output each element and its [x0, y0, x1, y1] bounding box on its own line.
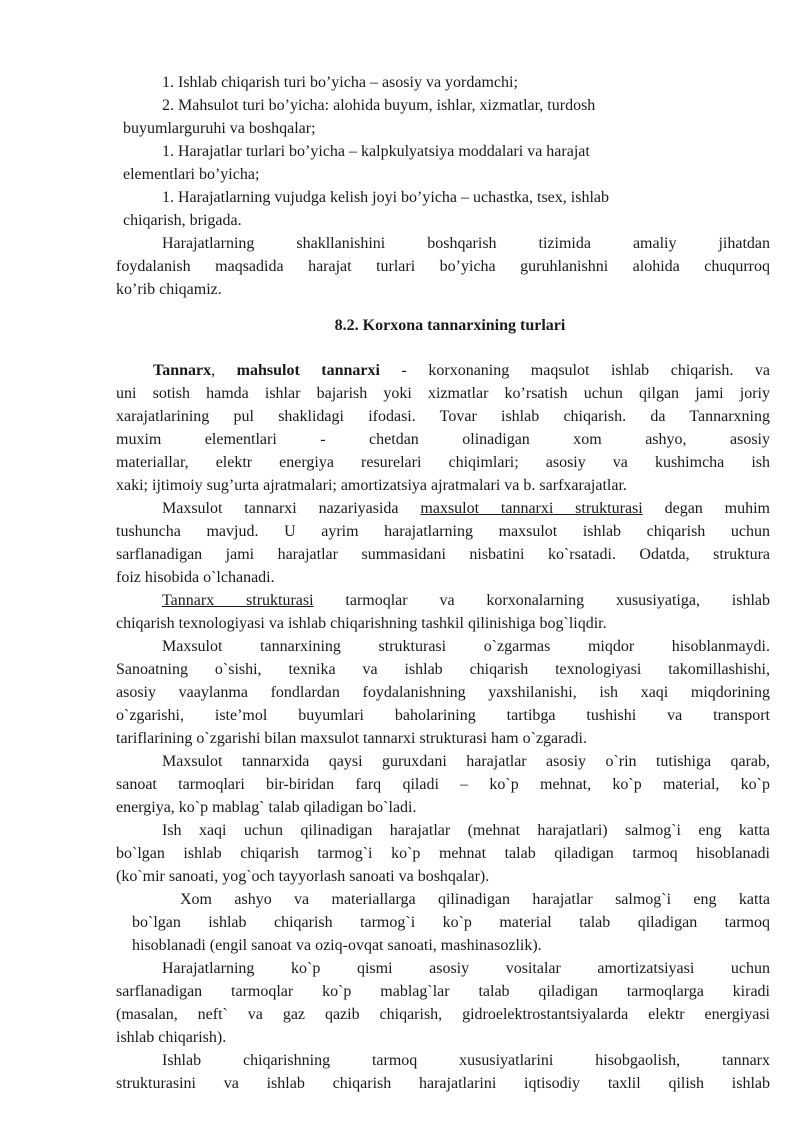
paragraph-line: uni sotish hamda ishlar bajarish yoki xizmatlar ko’rsatish uchun qilgan jami joriy	[116, 385, 770, 402]
paragraph-line: muxim elementlari - chetdan olinadigan xom ashyo, asosiy	[116, 431, 770, 448]
paragraph-line: xaki; ijtimoiy sug’urta ajratmalari; amortizatsiya ajratmalari va b. sarfxarajatlar.	[116, 477, 627, 494]
paragraph-line: sanoat tarmoqlari bir-biridan farq qiladi – ko`p mehnat, ko`p material, ko`p	[116, 776, 770, 793]
paragraph-line: Sanoatning o`sishi, texnika va ishlab chiqarish texnologiyasi takomillashishi,	[116, 661, 770, 678]
underlined-term: Tannarx strukturasi	[162, 592, 314, 609]
list-item-continuation: buyumlarguruhi va boshqalar;	[123, 120, 316, 137]
section-heading: 8.2. Korxona tannarxining turlari	[334, 317, 566, 334]
paragraph-line: chiqarish texnologiyasi va ishlab chiqarishning tashkil qilinishiga bog`liqdir.	[116, 615, 607, 632]
paragraph-line: asosiy vaaylanma fondlardan foydalanishning yaxshilanishi, ish xaqi miqdorining	[116, 684, 770, 701]
list-item-continuation: chiqarish, brigada.	[123, 212, 242, 229]
paragraph-line: sarflanadigan jami harajatlar summasidani nisbatini ko`rsatadi. Odatda, struktura	[116, 546, 770, 563]
paragraph-line: bo`lgan ishlab chiqarish tarmog`i ko`p material talab qiladigan tarmoq	[132, 914, 770, 931]
paragraph-line: (masalan, neft` va gaz qazib chiqarish, gidroelektrostantsiyalarda elektr energiyasi	[116, 1006, 770, 1023]
paragraph-line: tariflarining o`zgarishi bilan maxsulot tannarxi strukturasi ham o`zgaradi.	[116, 730, 587, 747]
list-item: 1. Harajatlarning vujudga kelish joyi bo’yicha – uchastka, tsex, ishlab	[162, 189, 609, 206]
paragraph-line: xarajatlarining pul shaklidagi ifodasi. Tovar ishlab chiqarish. da Tannarxning	[116, 408, 770, 425]
paragraph-line: tushuncha mavjud. U ayrim harajatlarning maxsulot ishlab chiqarish uchun	[116, 523, 770, 540]
paragraph-line: ishlab chiqarish).	[116, 1029, 227, 1046]
paragraph-line: (ko`mir sanoati, yog`och tayyorlash sanoati va boshqalar).	[116, 868, 490, 885]
paragraph-line: Tannarx, mahsulot tannarxi - korxonaning maqsulot ishlab chiqarish. va	[153, 362, 770, 379]
paragraph-line: Maxsulot tannarxining strukturasi o`zgarmas miqdor hisoblanmaydi.	[162, 638, 770, 655]
paragraph-line: Ishlab chiqarishning tarmoq xususiyatlarini hisobgaolish, tannarx	[162, 1052, 770, 1069]
paragraph-line: strukturasini va ishlab chiqarish harajatlarini iqtisodiy taxlil qilish ishlab	[116, 1075, 770, 1092]
list-item: 1. Ishlab chiqarish turi bo’yicha – asosiy va yordamchi;	[162, 74, 518, 91]
paragraph-line: Maxsulot tannarxi nazariyasida maxsulot tannarxi strukturasi degan muhim	[162, 500, 770, 517]
paragraph-line: ko’rib chiqamiz.	[116, 281, 222, 298]
paragraph-line: Maxsulot tannarxida qaysi guruxdani harajatlar asosiy o`rin tutishiga qarab,	[162, 753, 770, 770]
paragraph-line: bo`lgan ishlab chiqarish tarmog`i ko`p mehnat talab qiladigan tarmoq hisoblanadi	[116, 845, 770, 862]
paragraph-line: hisoblanadi (engil sanoat va oziq-ovqat sanoati, mashinasozlik).	[132, 937, 542, 954]
paragraph-line: sarflanadigan tarmoqlar ko`p mablag`lar talab qiladigan tarmoqlarga kiradi	[116, 983, 770, 1000]
paragraph-line: foydalanish maqsadida harajat turlari bo’yicha guruhlanishni alohida chuqurroq	[116, 258, 770, 275]
paragraph-line: Harajatlarning ko`p qismi asosiy vositalar amortizatsiyasi uchun	[162, 960, 770, 977]
paragraph-line: energiya, ko`p mablag` talab qiladigan bo`ladi.	[116, 799, 417, 816]
list-item-continuation: elementlari bo’yicha;	[123, 166, 260, 183]
paragraph-line: o`zgarishi, iste’mol buyumlari baholarining tartibga tushishi va transport	[116, 707, 770, 724]
paragraph-line: Tannarx strukturasi tarmoqlar va korxonalarning xususiyatiga, ishlab	[162, 592, 771, 609]
term-mahsulot-tannarxi: mahsulot tannarxi	[236, 362, 380, 379]
list-item: 2. Mahsulot turi bo’yicha: alohida buyum, ishlar, xizmatlar, turdosh	[162, 97, 596, 114]
paragraph-line: Harajatlarning shakllanishini boshqarish tizimida amaliy jihatdan	[162, 235, 770, 252]
list-item: 1. Harajatlar turlari bo’yicha – kalpkulyatsiya moddalari va harajat	[162, 143, 590, 160]
paragraph-line: foiz hisobida o`lchanadi.	[116, 569, 275, 586]
paragraph-line: Xom ashyo va materiallarga qilinadigan harajatlar salmog`i eng katta	[180, 891, 770, 908]
paragraph-line: Ish xaqi uchun qilinadigan harajatlar (mehnat harajatlari) salmog`i eng katta	[162, 822, 770, 839]
paragraph-line: materiallar, elektr energiya resurelari chiqimlari; asosiy va kushimcha ish	[116, 454, 770, 471]
underlined-term: maxsulot tannarxi strukturasi	[420, 500, 643, 517]
term-tannarx: Tannarx	[153, 362, 212, 379]
